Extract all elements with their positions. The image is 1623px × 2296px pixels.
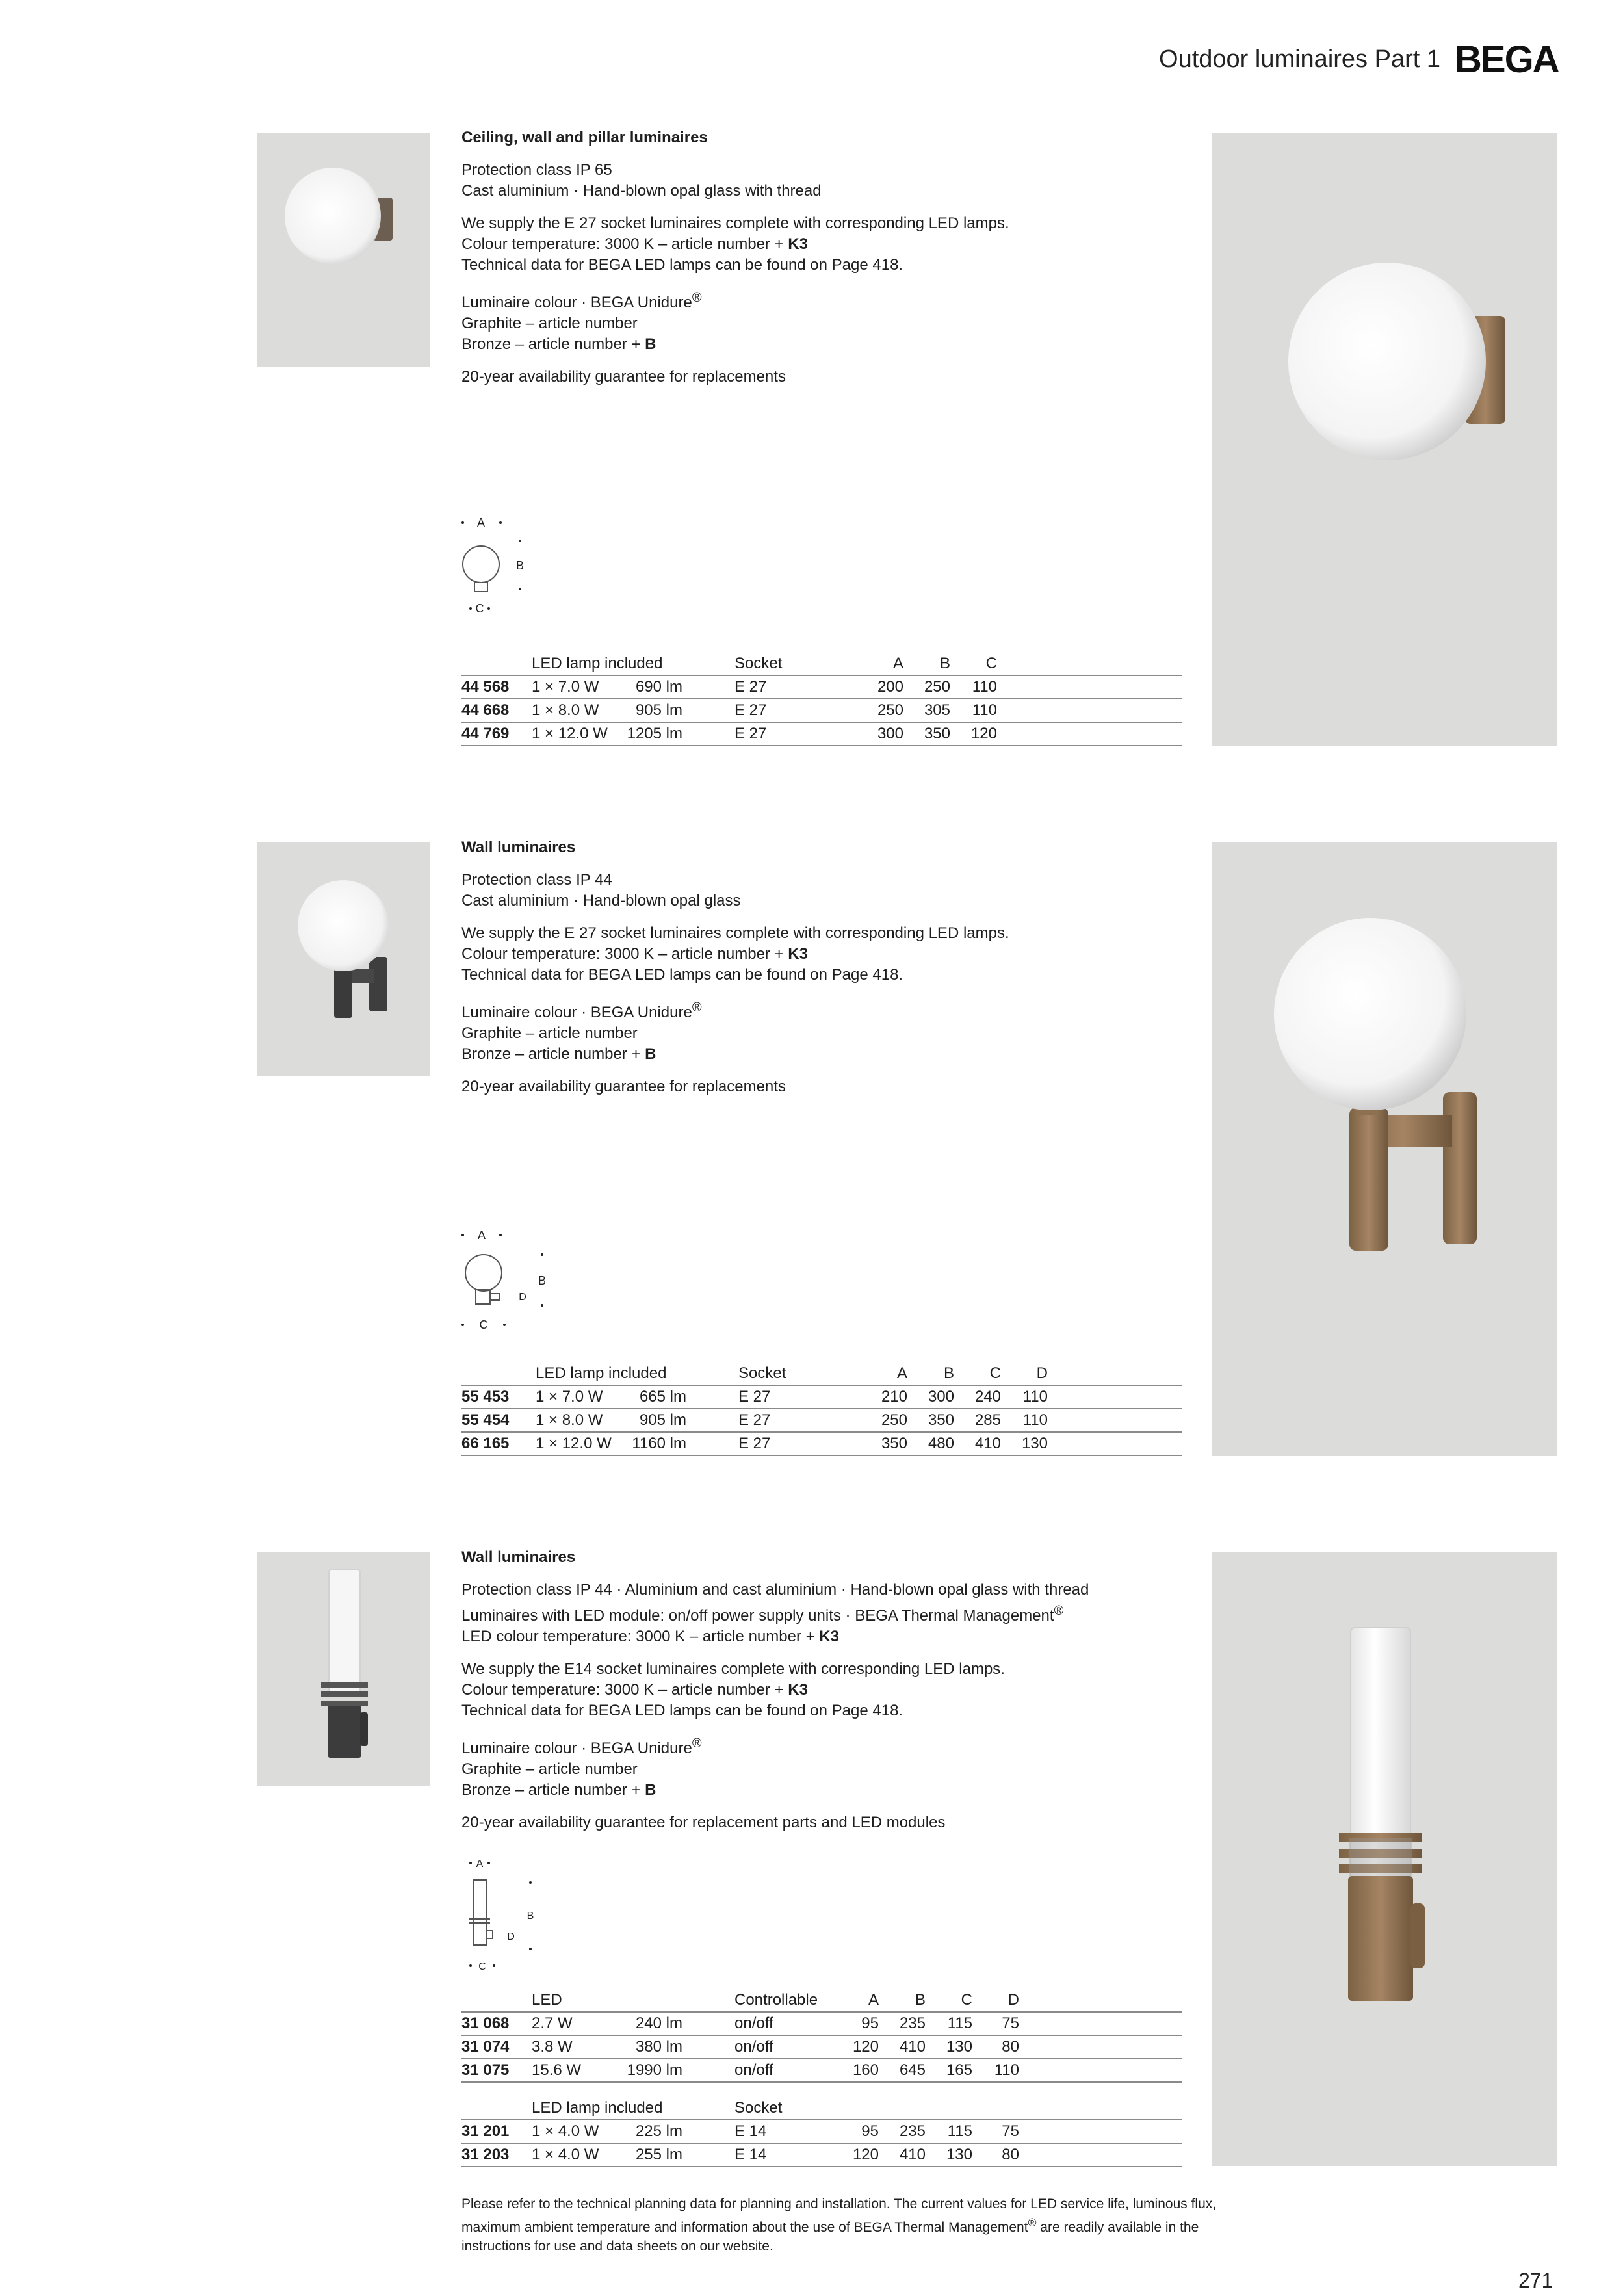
dim-a: 120: [832, 2143, 879, 2167]
dim-b: 480: [907, 1432, 954, 1455]
col-header-c: C: [985, 655, 997, 672]
led-power: 15.6 W: [532, 2059, 610, 2082]
dim-a: 95: [832, 2120, 879, 2143]
dim-label-b: B: [515, 559, 525, 572]
colour-temp-line: Colour temperature: 3000 K – article number +: [461, 235, 788, 253]
article-number: 31 201: [461, 2120, 532, 2143]
table-row: [461, 1432, 1182, 1455]
col-header-b: B: [943, 1364, 954, 1382]
material-line: Cast aluminium · Hand-blown opal glass with thread: [461, 182, 822, 200]
col-header-led: LED: [532, 1991, 562, 2009]
colour-temp-code: K3: [788, 1681, 808, 1699]
dim-c: 110: [950, 699, 997, 722]
dim-c: 115: [926, 2120, 972, 2143]
footer-line-1: Please refer to the technical planning data for planning and installation. The current values for LED service life, luminous flux,: [461, 2197, 1217, 2211]
dim-c: 115: [926, 2012, 972, 2035]
brand-logo: BEGA: [1455, 38, 1559, 81]
colour-temp-code: K3: [788, 945, 808, 963]
led-power: 3.8 W: [532, 2035, 610, 2059]
product-photo-wall-luminaire: [1212, 842, 1557, 1456]
registered-mark: ®: [692, 1000, 702, 1015]
product-photo-tube-wall-luminaire: [1212, 1552, 1557, 2166]
col-header-a: A: [892, 655, 903, 672]
dim-b: 250: [903, 675, 950, 699]
protection-line: Protection class IP 44: [461, 871, 612, 889]
lamp-power: 1 × 8.0 W: [536, 1409, 614, 1432]
lumen: 690 lm: [610, 675, 682, 699]
lamp-power: 1 × 4.0 W: [532, 2120, 610, 2143]
socket: E 27: [734, 722, 864, 746]
dim-d: 75: [972, 2120, 1019, 2143]
protection-line: Protection class IP 65: [461, 161, 612, 179]
col-header-d: D: [1036, 1364, 1048, 1382]
lamp-power: 1 × 4.0 W: [532, 2143, 610, 2167]
table-header-row: [461, 1989, 1182, 2012]
dim-a: 200: [864, 675, 903, 699]
supply-line: We supply the E 27 socket luminaires complete with corresponding LED lamps.: [461, 215, 1009, 232]
article-number: 31 203: [461, 2143, 532, 2167]
table-header-row: [461, 1363, 1182, 1385]
footer-line-2-suffix: are readily available in the: [1036, 2220, 1199, 2235]
lumen: 240 lm: [610, 2012, 682, 2035]
spec-table-2: [461, 1363, 1182, 1456]
lamp-power: 1 × 12.0 W: [536, 1432, 614, 1455]
article-number: 55 453: [461, 1385, 536, 1409]
lumen: 255 lm: [610, 2143, 682, 2167]
table-row: [461, 1385, 1182, 1409]
section-title: Ceiling, wall and pillar luminaires: [461, 129, 708, 146]
dim-label-c: C: [478, 1961, 486, 1972]
dim-label-b: B: [526, 1911, 534, 1922]
guarantee-line: 20-year availability guarantee for replacements: [461, 368, 786, 385]
luminaire-colour-line: Luminaire colour · BEGA Unidure: [461, 294, 692, 311]
product-photo-ceiling-luminaire: [1212, 133, 1557, 746]
dim-d: 80: [972, 2035, 1019, 2059]
article-number: 66 165: [461, 1432, 536, 1455]
colour-temp-line: Colour temperature: 3000 K – article number +: [461, 1681, 788, 1699]
lumen: 1160 lm: [614, 1432, 686, 1455]
dim-b: 235: [879, 2120, 926, 2143]
led-power: 2.7 W: [532, 2012, 610, 2035]
led-colour-temp-code: K3: [819, 1628, 839, 1645]
graphite-line: Graphite – article number: [461, 1024, 638, 1042]
dim-label-a: A: [476, 516, 486, 529]
dimension-diagram-1: [455, 514, 533, 618]
dim-a: 300: [864, 722, 903, 746]
article-number: 44 568: [461, 675, 532, 699]
led-colour-temp-line: LED colour temperature: 3000 K – article number +: [461, 1628, 820, 1645]
luminaire-colour-line: Luminaire colour · BEGA Unidure: [461, 1004, 692, 1021]
bronze-code: B: [645, 1781, 656, 1799]
dim-a: 250: [868, 1409, 907, 1432]
colour-temp-line: Colour temperature: 3000 K – article number +: [461, 945, 788, 963]
socket: E 27: [734, 699, 864, 722]
article-number: 44 769: [461, 722, 532, 746]
col-header-b: B: [939, 655, 950, 672]
graphite-line: Graphite – article number: [461, 315, 638, 332]
spec-table-3: [461, 1989, 1182, 2083]
guarantee-line: 20-year availability guarantee for replacements: [461, 1078, 786, 1095]
lumen: 905 lm: [614, 1409, 686, 1432]
tech-data-line: Technical data for BEGA LED lamps can be found on Page 418.: [461, 1702, 903, 1719]
lamp-power: 1 × 8.0 W: [532, 699, 610, 722]
dim-a: 250: [864, 699, 903, 722]
lumen: 665 lm: [614, 1385, 686, 1409]
col-header-c: C: [961, 1991, 972, 2009]
col-header-a: A: [896, 1364, 907, 1382]
table-row: [461, 2143, 1182, 2167]
bronze-code: B: [645, 335, 656, 353]
dim-a: 350: [868, 1432, 907, 1455]
col-header-b: B: [915, 1991, 926, 2009]
lumen: 225 lm: [610, 2120, 682, 2143]
material-line: Cast aluminium · Hand-blown opal glass: [461, 892, 741, 909]
lumen: 1990 lm: [610, 2059, 682, 2082]
guarantee-line: 20-year availability guarantee for replacement parts and LED modules: [461, 1814, 946, 1831]
dim-c: 120: [950, 722, 997, 746]
page-number: 271: [1518, 2269, 1553, 2292]
col-header-lamp: LED lamp included: [532, 2099, 663, 2117]
dim-label-d: D: [507, 1931, 515, 1942]
table-row: [461, 675, 1182, 699]
article-number: 44 668: [461, 699, 532, 722]
article-number: 31 075: [461, 2059, 532, 2082]
lamp-power: 1 × 7.0 W: [532, 675, 610, 699]
table-row: [461, 722, 1182, 746]
socket: E 27: [738, 1432, 868, 1455]
dim-label-b: B: [538, 1274, 547, 1287]
socket: E 14: [734, 2120, 832, 2143]
dim-label-c: C: [479, 1318, 488, 1331]
dim-b: 300: [907, 1385, 954, 1409]
lumen: 1205 lm: [610, 722, 682, 746]
footer-line-2: maximum ambient temperature and information about the use of BEGA Thermal Management: [461, 2220, 1028, 2235]
dim-b: 410: [879, 2035, 926, 2059]
protection-line: Protection class IP 44 · Aluminium and cast aluminium · Hand-blown opal glass with thread: [461, 1581, 1089, 1598]
dim-d: 110: [1001, 1385, 1048, 1409]
registered-mark: ®: [1054, 1604, 1064, 1618]
dim-c: 285: [954, 1409, 1001, 1432]
thumbnail-image-ceiling-luminaire: [257, 133, 430, 367]
bronze-line: Bronze – article number +: [461, 1045, 645, 1063]
registered-mark: ®: [1028, 2216, 1037, 2229]
socket: E 27: [738, 1409, 868, 1432]
dim-label-d: D: [519, 1292, 526, 1303]
section-2-text: [461, 837, 1189, 1109]
graphite-line: Graphite – article number: [461, 1760, 638, 1778]
dim-b: 350: [907, 1409, 954, 1432]
tech-data-line: Technical data for BEGA LED lamps can be found on Page 418.: [461, 966, 903, 984]
dim-d: 110: [972, 2059, 1019, 2082]
table-row: [461, 1409, 1182, 1432]
colour-temp-code: K3: [788, 235, 808, 253]
socket: E 27: [738, 1385, 868, 1409]
supply-line: We supply the E 27 socket luminaires complete with corresponding LED lamps.: [461, 924, 1009, 942]
dim-b: 410: [879, 2143, 926, 2167]
luminaire-colour-line: Luminaire colour · BEGA Unidure: [461, 1740, 692, 1757]
bronze-code: B: [645, 1045, 656, 1063]
dim-b: 235: [879, 2012, 926, 2035]
dim-label-c: C: [475, 602, 484, 615]
dim-a: 120: [832, 2035, 879, 2059]
article-number: 31 074: [461, 2035, 532, 2059]
tech-data-line: Technical data for BEGA LED lamps can be found on Page 418.: [461, 256, 903, 274]
dim-a: 95: [832, 2012, 879, 2035]
dim-c: 165: [926, 2059, 972, 2082]
dim-c: 240: [954, 1385, 1001, 1409]
table-row: [461, 2120, 1182, 2143]
lumen: 905 lm: [610, 699, 682, 722]
footer-line-3: instructions for use and data sheets on our website.: [461, 2239, 773, 2254]
lamp-power: 1 × 7.0 W: [536, 1385, 614, 1409]
dim-c: 110: [950, 675, 997, 699]
section-title: Wall luminaires: [461, 839, 576, 856]
dim-b: 645: [879, 2059, 926, 2082]
lamp-power: 1 × 12.0 W: [532, 722, 610, 746]
dim-b: 305: [903, 699, 950, 722]
bronze-line: Bronze – article number +: [461, 1781, 645, 1799]
section-title: Wall luminaires: [461, 1548, 576, 1566]
dim-c: 130: [926, 2143, 972, 2167]
table-row: [461, 2012, 1182, 2035]
thumbnail-image-tube-wall-luminaire: [257, 1552, 430, 1786]
supply-line: We supply the E14 socket luminaires complete with corresponding LED lamps.: [461, 1660, 1005, 1678]
dimension-diagram-2: [455, 1222, 552, 1339]
led-module-line: Luminaires with LED module: on/off power supply units · BEGA Thermal Management: [461, 1607, 1054, 1624]
table-row: [461, 2035, 1182, 2059]
dim-label-a: A: [477, 1229, 486, 1242]
col-header-a: A: [868, 1991, 879, 2009]
dim-d: 75: [972, 2012, 1019, 2035]
col-header-socket: Socket: [738, 1364, 786, 1382]
dim-label-a: A: [476, 1859, 484, 1870]
table-header-row: [461, 2097, 1182, 2120]
spec-table-1: [461, 653, 1182, 746]
dim-b: 350: [903, 722, 950, 746]
controllable: on/off: [734, 2035, 832, 2059]
dim-c: 410: [954, 1432, 1001, 1455]
registered-mark: ®: [692, 291, 702, 305]
col-header-lamp: LED lamp included: [536, 1364, 667, 1382]
dim-d: 80: [972, 2143, 1019, 2167]
table-header-row: [461, 653, 1182, 675]
page-header-title: Outdoor luminaires Part 1: [1159, 46, 1440, 73]
socket: E 14: [734, 2143, 832, 2167]
section-1-text: [461, 127, 1189, 399]
controllable: on/off: [734, 2012, 832, 2035]
registered-mark: ®: [692, 1736, 702, 1751]
spec-table-3b: [461, 2097, 1182, 2167]
article-number: 31 068: [461, 2012, 532, 2035]
col-header-controllable: Controllable: [734, 1991, 818, 2009]
socket: E 27: [734, 675, 864, 699]
dim-a: 210: [868, 1385, 907, 1409]
bronze-line: Bronze – article number +: [461, 335, 645, 353]
dim-d: 110: [1001, 1409, 1048, 1432]
col-header-socket: Socket: [734, 655, 783, 672]
table-row: [461, 2059, 1182, 2082]
dimension-diagram-3: [455, 1854, 539, 1975]
col-header-c: C: [989, 1364, 1001, 1382]
col-header-d: D: [1007, 1991, 1019, 2009]
dim-c: 130: [926, 2035, 972, 2059]
lumen: 380 lm: [610, 2035, 682, 2059]
col-header-lamp: LED lamp included: [532, 655, 663, 672]
dim-d: 130: [1001, 1432, 1048, 1455]
thumbnail-image-wall-luminaire: [257, 842, 430, 1076]
article-number: 55 454: [461, 1409, 536, 1432]
footer-note: [461, 2195, 1358, 2256]
table-row: [461, 699, 1182, 722]
col-header-socket: Socket: [734, 2099, 783, 2117]
section-3-text: [461, 1547, 1189, 1845]
controllable: on/off: [734, 2059, 832, 2082]
dim-a: 160: [832, 2059, 879, 2082]
